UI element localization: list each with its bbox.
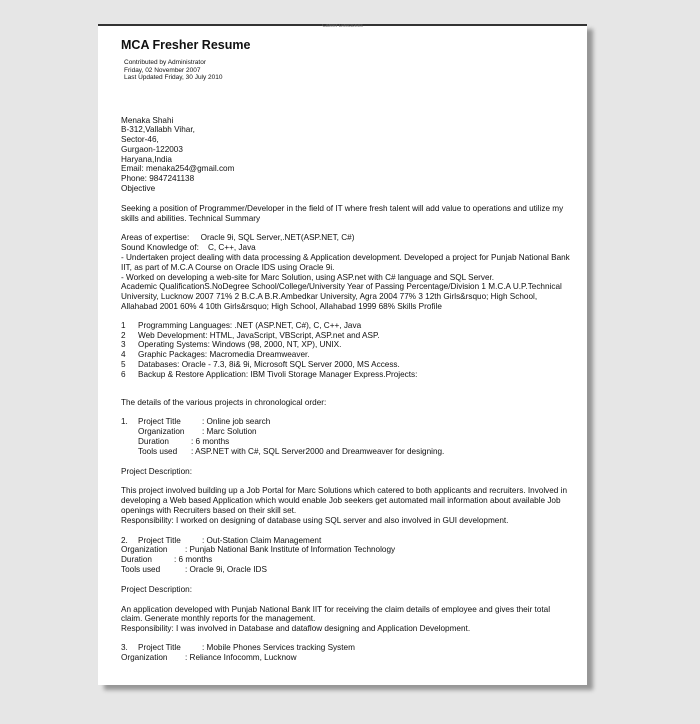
contact-name: Menaka Shahi bbox=[121, 115, 174, 125]
summary-line: Academic QualificationS.NoDegree School/College/University Year of Passing Percentage/Division 1 M.C.A U.P.Technical University, Lucknow 2007 71% 2 B.C.A B.R.Ambedkar University, Agra 2004 77% 3 12th Girls&rsquo; High School, Allahabad 2001 60% 4 10th Girls&rsquo; High School, Allahabad 1999 68% Skills Profile bbox=[121, 282, 562, 312]
document-meta bbox=[121, 59, 573, 82]
meta-updated: Last Updated Friday, 30 July 2010 bbox=[124, 74, 223, 81]
technical-summary bbox=[121, 233, 573, 311]
project-1-description: This project involved building up a Job Portal for Marc Solutions which catered to both applicants and recruiters. Involved in developing a Web based Application which would enable Job seekers get automated mail information about available Job openings with Recruiters based on their skill set. Responsibility: I worked on designing of database using SQL server and also involved in GUI development. bbox=[121, 486, 568, 525]
summary-line: - Undertaken project dealing with data processing & Application development. Developed a project for Punjab National Bank IIT, as part of M.C.A Course on Oracle IDS using Oracle 9i. bbox=[121, 253, 570, 272]
project-2-details: 2. Project Title : Out-Station Claim Management Organization : Punjab National Bank Institute of Information Technology Duration : 6 months Tools used : Oracle 9i, Oracle IDS bbox=[121, 535, 396, 574]
list-item: 5 Databases: Oracle - 7.3, 8i& 9i, Microsoft SQL Server 2000, MS Access. bbox=[121, 360, 400, 370]
contact-address-line: Sector-46, bbox=[121, 135, 159, 145]
list-item: 2 Web Development: HTML, JavaScript, VBScript, ASP.net and ASP. bbox=[121, 330, 380, 340]
list-item: 4 Graphic Packages: Macromedia Dreamweaver. bbox=[121, 350, 310, 360]
project-1-details: 1. Project Title : Online job search Organization : Marc Solution Duration : 6 months Tools used : ASP.NET with C#, SQL Server2000 and Dreamweaver for designing. bbox=[121, 417, 445, 456]
document-body bbox=[121, 38, 573, 663]
list-item: 3 Operating Systems: Windows (98, 2000, NT, XP), UNIX. bbox=[121, 340, 342, 350]
project-2-description: An application developed with Punjab National Bank IIT for receiving the claim details of employee and gives their total claim. Generate monthly reports for the management. Responsibility: I was involved in Database and dataflow designing and Application Development. bbox=[121, 604, 551, 634]
header-note: Career Directories bbox=[322, 24, 363, 29]
list-item: 1 Programming Languages: .NET (ASP.NET, C#), C, C++, Java bbox=[121, 320, 362, 330]
resume-page bbox=[98, 24, 587, 685]
project-1-desc-heading: Project Description: bbox=[121, 466, 192, 476]
summary-line: Areas of expertise: Oracle 9i, SQL Server,.NET(ASP.NET, C#) bbox=[121, 233, 355, 243]
contact-address-line: Haryana,India bbox=[121, 154, 172, 164]
contact-address-line: B-312,Vallabh Vihar, bbox=[121, 125, 195, 135]
project-3-details: 3. Project Title : Mobile Phones Services tracking System Organization : Reliance Infocomm, Lucknow bbox=[121, 642, 355, 662]
skills-list bbox=[121, 321, 573, 380]
projects-intro: The details of the various projects in chronological order: bbox=[121, 397, 327, 407]
meta-date: Friday, 02 November 2007 bbox=[124, 66, 201, 74]
objective-heading: Objective bbox=[121, 184, 156, 194]
summary-line: - Worked on developing a web-site for Marc Solution, using ASP.net with C# language and SQL Server. bbox=[121, 272, 495, 282]
project-2-desc-heading: Project Description: bbox=[121, 584, 192, 594]
contact-phone: Phone: 9847241138 bbox=[121, 174, 195, 184]
contact-email: Email: menaka254@gmail.com bbox=[121, 164, 235, 174]
contact-block bbox=[121, 116, 573, 194]
contact-address-line: Gurgaon-122003 bbox=[121, 144, 183, 154]
summary-line: Sound Knowledge of: C, C++, Java bbox=[121, 243, 256, 253]
meta-author: Contributed by Administrator bbox=[124, 59, 207, 66]
document-title: MCA Fresher Resume bbox=[121, 38, 251, 52]
objective-text: Seeking a position of Programmer/Developer in the field of IT where fresh talent will add value to operations and utilize my skills and abilities. Technical Summary bbox=[121, 203, 564, 223]
list-item: 6 Backup & Restore Application: IBM Tivoli Storage Manager Express.Projects: bbox=[121, 369, 418, 379]
